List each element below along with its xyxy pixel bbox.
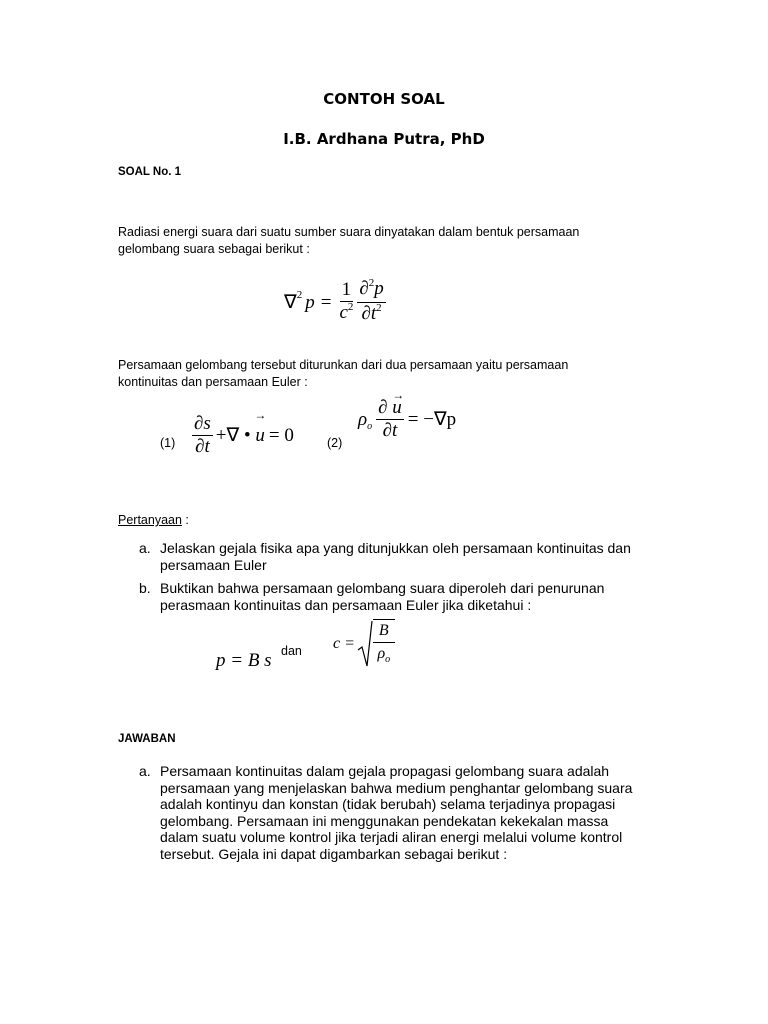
fraction-du-dt [376, 388, 405, 442]
fraction-d2p-dt2 [357, 278, 385, 327]
list-item-line: perasmaan kontinuitas dan persamaan Euler jika diketahui : [160, 596, 532, 613]
page-title: CONTOH SOAL [323, 90, 445, 108]
velocity-vector [254, 407, 267, 447]
list-item-line: dalam suatu volume kontrol jika terjadi aliran energi melalui volume kontrol [160, 829, 623, 845]
rho-symbol: ρ [358, 408, 368, 430]
fraction-ds-dt [192, 413, 213, 458]
exponent: 2 [368, 277, 375, 289]
list-item-line: Jelaskan gejala fisika apa yang ditunjukkan oleh persamaan kontinuitas dan [160, 540, 631, 556]
author-name: I.B. Ardhana Putra, PhD [283, 130, 485, 148]
list-item-line: persamaan Euler [160, 556, 267, 573]
soal-label: SOAL No. 1 [118, 166, 182, 178]
relation-c [333, 620, 395, 668]
exponent: 2 [376, 302, 382, 314]
derivation-paragraph [118, 357, 568, 391]
fraction-b-over-rho [373, 619, 395, 667]
sqrt-icon [357, 620, 373, 668]
fraction-numerator: ∂s [194, 413, 211, 434]
equation-rhs: = 0 [268, 424, 294, 446]
equation-rhs: = −∇p [407, 409, 457, 430]
pertanyaan-heading [118, 512, 189, 529]
relation-p: p = B s [216, 650, 272, 671]
intro-paragraph [118, 224, 579, 258]
density-rho [358, 409, 372, 431]
exponent: 2 [296, 288, 303, 301]
intro-line: Radiasi energi suara dari suatu sumber suara dinyatakan dalam bentuk persamaan [118, 225, 580, 239]
vector-arrow: → [254, 407, 267, 422]
list-item-line: Buktikan bahwa persamaan gelombang suara diperoleh dari penurunan [160, 580, 605, 596]
subscript: o [385, 654, 391, 665]
list-item-line: tersebut. Gejala ini dapat digambarkan sebagai berikut : [160, 845, 508, 862]
fraction-denominator: c [339, 302, 348, 323]
fraction-1-over-c2 [337, 279, 355, 326]
c-equals: c = [333, 635, 355, 652]
intro-line: gelombang suara sebagai berikut : [118, 242, 310, 256]
partial-symbol: ∂ [359, 278, 369, 299]
rho-symbol: ρ [377, 645, 386, 662]
div-operator: +∇ • [215, 425, 256, 446]
fraction-denominator: ∂t [361, 303, 377, 324]
list-marker: a. [139, 540, 151, 556]
dan-word: dan [281, 644, 302, 658]
continuity-equation [192, 407, 294, 458]
subscript: o [367, 420, 373, 432]
velocity-var: u [255, 424, 265, 446]
fraction-numerator: 1 [341, 279, 352, 300]
fraction-numerator: B [373, 620, 395, 643]
list-item-line: persamaan yang menjelaskan bahwa medium penghantar gelombang suara [160, 779, 633, 796]
pressure-var: p [374, 278, 384, 299]
nabla-symbol: ∇ [284, 292, 297, 313]
jawaban-heading: JAWABAN [118, 733, 176, 745]
equation-label-1: (1) [160, 436, 176, 450]
list-marker: b. [139, 580, 151, 596]
derivation-line: kontinuitas dan persamaan Euler : [118, 375, 308, 389]
list-item-line: Persamaan kontinuitas dalam gejala propagasi gelombang suara adalah [160, 763, 610, 779]
equals-sign: = [320, 291, 332, 313]
list-marker: a. [139, 763, 151, 779]
fraction-denominator: ∂t [382, 420, 398, 441]
pertanyaan-label: Pertanyaan [118, 513, 182, 527]
pressure-var: p [305, 291, 315, 313]
vector-arrow: → [392, 388, 405, 402]
wave-equation [284, 278, 386, 327]
velocity-var: u [392, 397, 402, 418]
derivation-line: Persamaan gelombang tersebut diturunkan dari dua persamaan yaitu persamaan [118, 358, 569, 372]
list-item-line: adalah kontinyu dan konstan (tidak berubah) selama terjadinya propagasi [160, 796, 616, 812]
pertanyaan-colon: : [181, 513, 189, 527]
exponent: 2 [347, 301, 354, 313]
list-item-line: gelombang. Persamaan ini menggunakan pendekatan kekekalan massa [160, 812, 609, 829]
partial-symbol: ∂ [378, 397, 393, 418]
euler-equation [358, 388, 457, 442]
equation-label-2: (2) [327, 436, 343, 450]
fraction-denominator: ∂t [195, 436, 210, 457]
